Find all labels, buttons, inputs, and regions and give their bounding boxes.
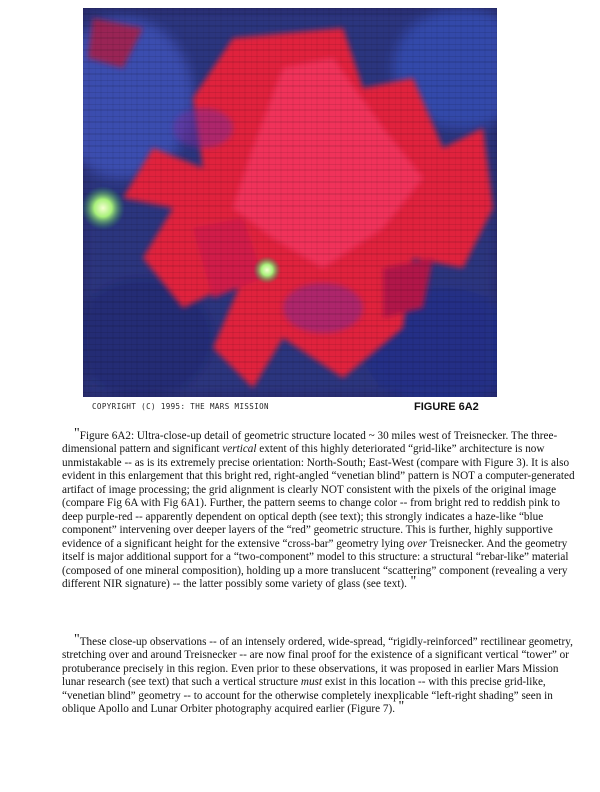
figure-label: FIGURE 6A2: [414, 401, 479, 413]
body-paragraph: "These close-up observations -- of an intensely ordered, wide-spread, “rigidly-reinforced” rectilinear geometry, stretching over and around Treisnecker -- are now final proof for the existence of a significant vertical “tower” or protuberance precisely in this region. Even prior to these observations, it was proposed in earlier Mars Mission lunar research (see text) that such a vertical structure must exist in this location -- with this precise grid-like, “venetian blind” geometry -- to account for the otherwise completely inexplicable “left-right shading” seen in oblique Apollo and Lunar Orbiter photography acquired earlier (Figure 7). ": [62, 632, 573, 716]
caption-lead: Figure 6A2: Ultra-close-up detail of geometric structure located ~ 30 miles west of Treisnecker.: [79, 430, 509, 442]
body-emphasis-must: must: [300, 676, 323, 689]
figure-6a2-image: [83, 8, 497, 397]
caption-emphasis-vertical: vertical: [222, 443, 257, 456]
figure-caption: "Figure 6A2: Ultra-close-up detail of geometric structure located ~ 30 miles west of Treisnecker. The three-dimensional pattern and significant vertical extent of this highly deteriorated “grid-like” architecture is now unmistakable -- as is its extremely precise orientation: North-South; East-West (compare with Figure 3). It is also evident in this enlargement that this bright red, right-angled “venetian blind” pattern is NOT a computer-generated artifact of image processing; the grid alignment is clearly NOT consistent with the pixels of the original image (compare Fig 6A with Fig 6A1). Further, the pattern seems to change color -- from bright red to reddish pink to deep purple-red -- apparently dependent on optical depth (see text); this strongly indicates a haze-like “blue component” intervening over deeper layers of the “red” geometric structure. This is further, highly supportive evidence of a significant height for the extensive “cross-bar” geometry lying over Treisnecker. And the geometry itself is major additional support for a “two-component” model to this structure: a structural “rebar-like” material (composed of one mineral composition), holding up a more translucent “scattering” component (revealing a very different NIR signature) -- the latter possibly some variety of glass (see text). ": [62, 426, 575, 590]
copyright-notice: COPYRIGHT (C) 1995: THE MARS MISSION: [92, 402, 269, 411]
green-spot-center: [253, 256, 281, 284]
false-color-image: [83, 8, 497, 397]
grid-overlay: [83, 8, 497, 397]
green-spot-left: [83, 186, 125, 230]
caption-emphasis-over: over: [407, 537, 428, 550]
